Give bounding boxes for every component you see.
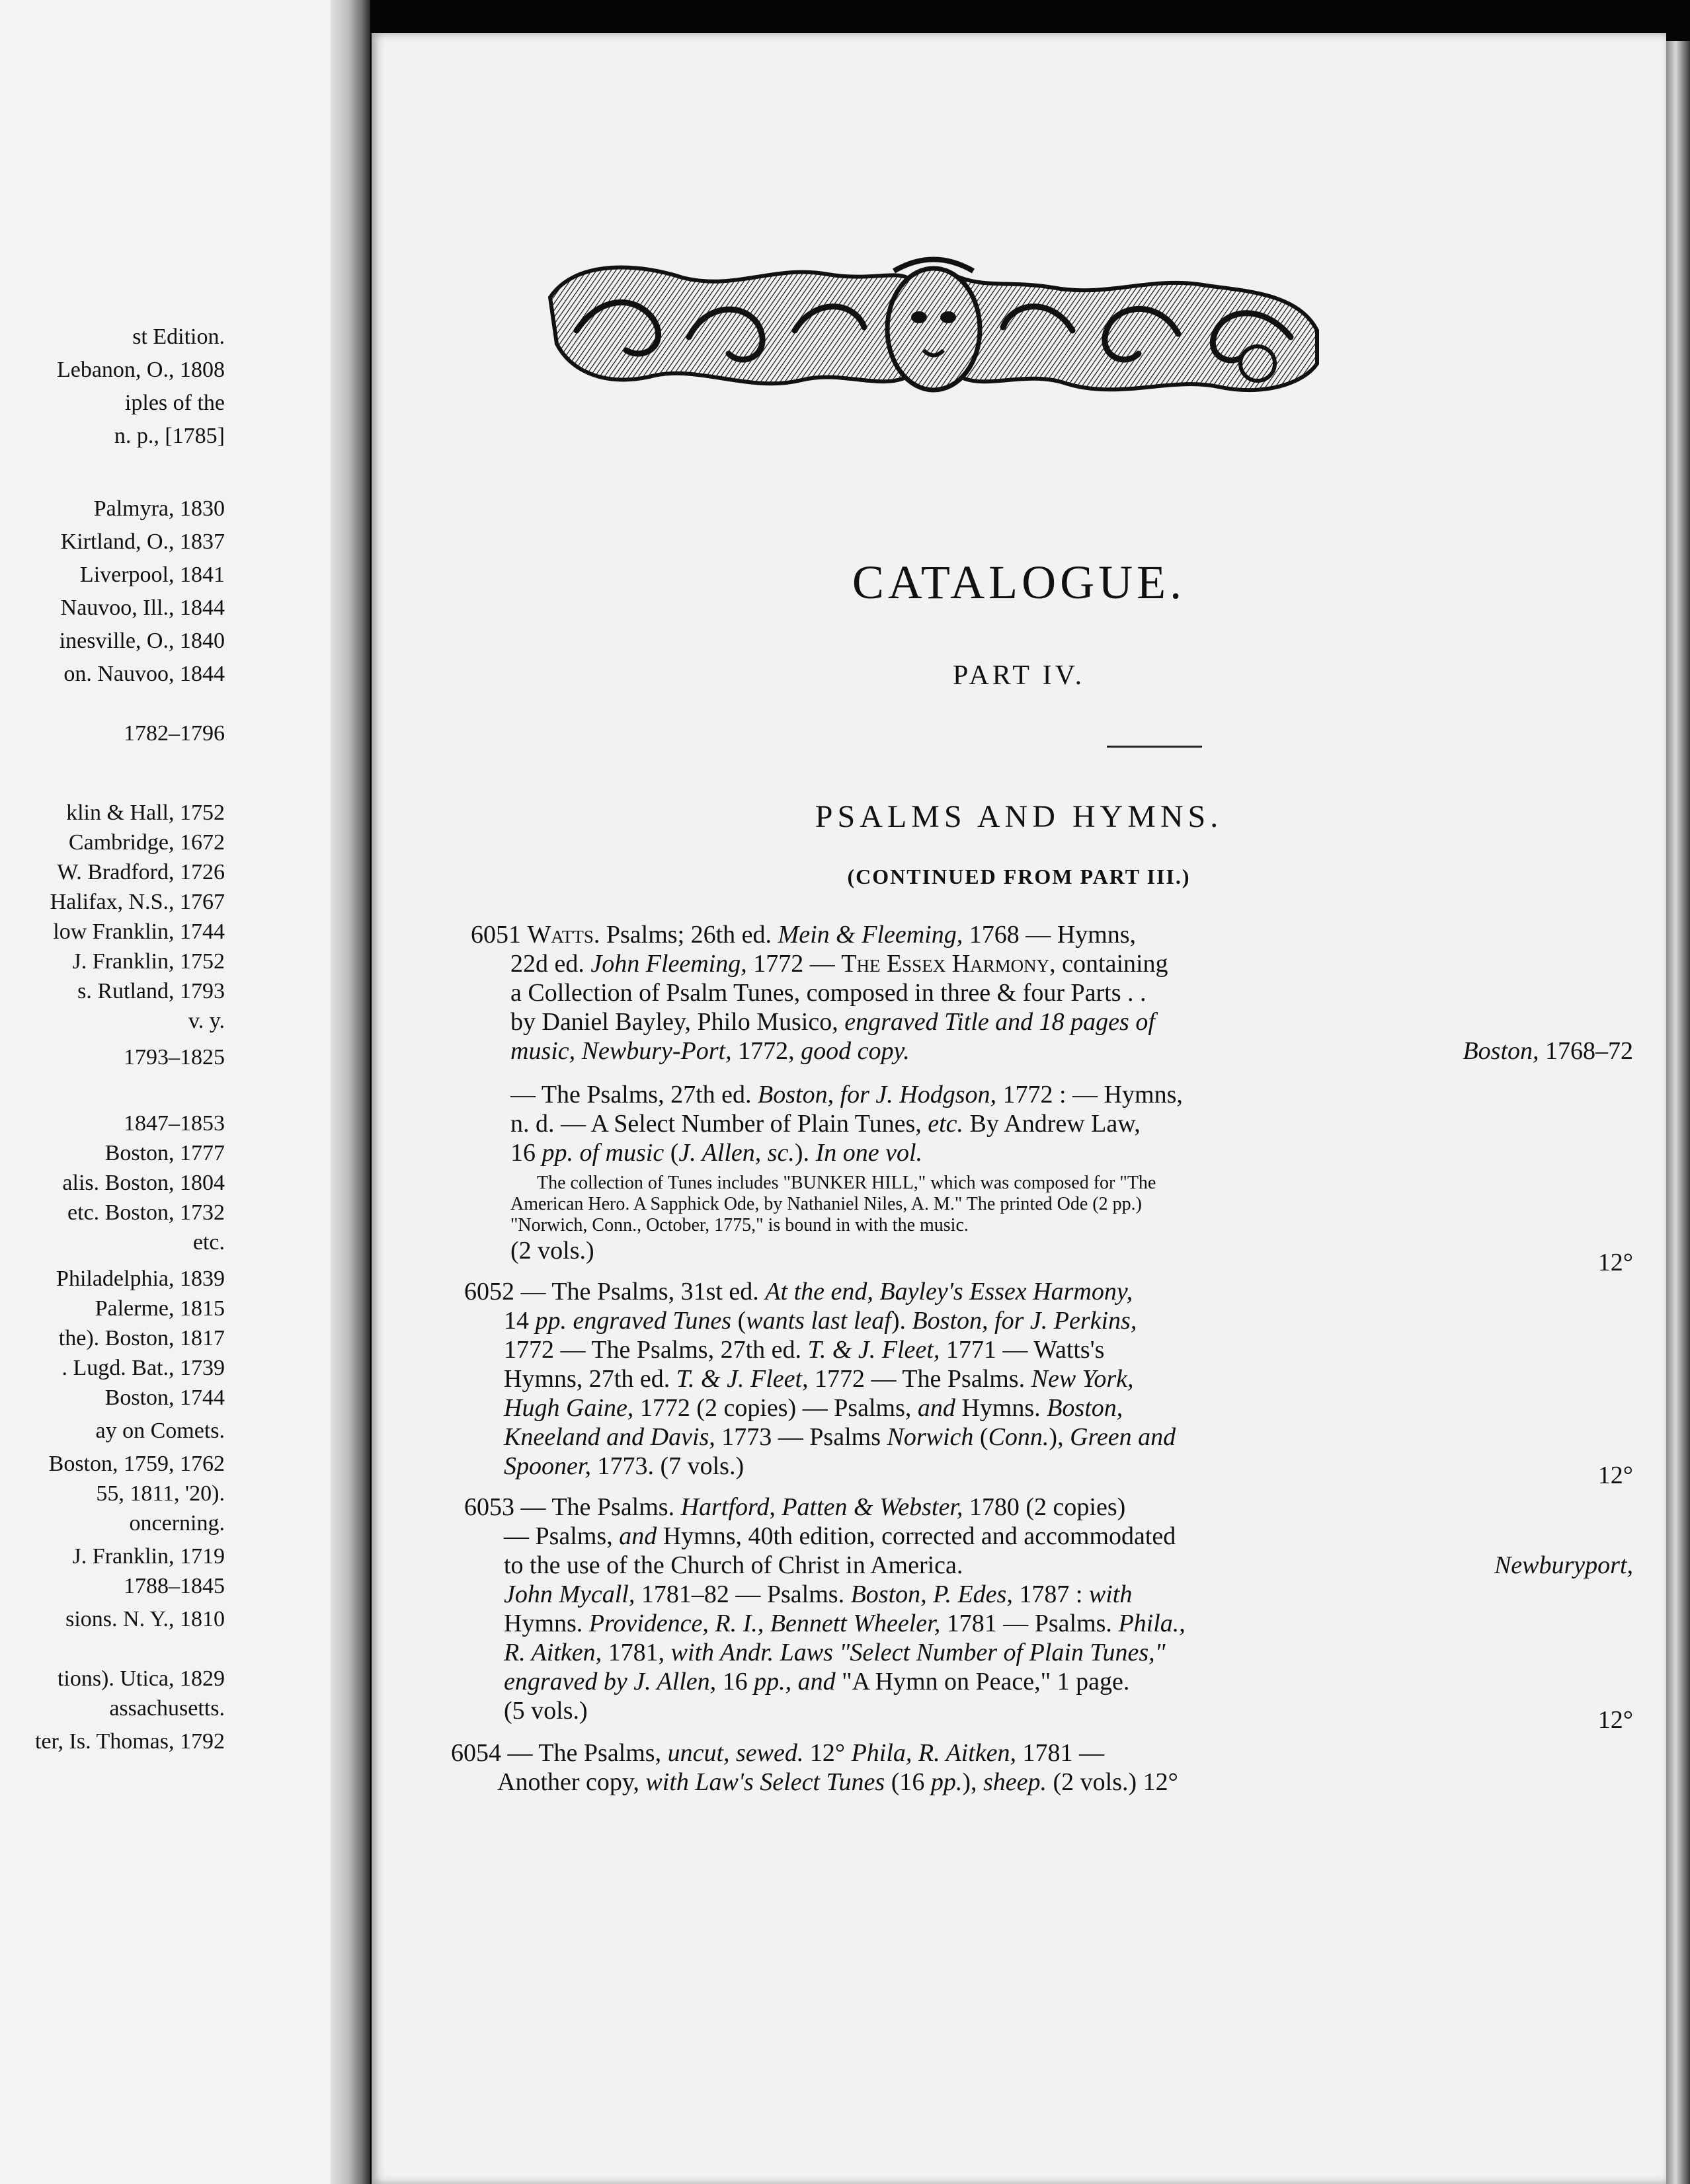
left-page-line: s. Rutland, 1793 [77, 979, 225, 1003]
left-page-line: oncerning. [129, 1511, 225, 1536]
entry-6051-line-6: — The Psalms, 27th ed. Boston, for J. Hodgson, 1772 : — Hymns, [510, 1081, 1183, 1109]
entry-6053-line-3: to the use of the Church of Christ in America. [504, 1551, 963, 1579]
left-page-line: 1793–1825 [124, 1045, 225, 1070]
entry-6053-volumes: (5 vols.) [504, 1697, 588, 1725]
left-page-line: assachusetts. [109, 1696, 225, 1721]
entry-6051-line-7: n. d. — A Select Number of Plain Tunes, etc. By Andrew Law, [510, 1110, 1141, 1138]
entry-6051-line-8: 16 pp. of music (J. Allen, sc.). In one vol. [510, 1139, 923, 1167]
entry-6051-line-1: 6051 Watts. Psalms; 26th ed. Mein & Fleeming, 1768 — Hymns, [471, 921, 1136, 949]
left-page-line: . Lugd. Bat., 1739 [61, 1356, 225, 1380]
left-page-line: inesville, O., 1840 [59, 629, 225, 653]
entry-6052-line-6: Kneeland and Davis, 1773 — Psalms Norwich (Conn.), Green and [504, 1423, 1176, 1451]
left-page-line: low Franklin, 1744 [53, 919, 225, 944]
entry-6052-line-3: 1772 — The Psalms, 27th ed. T. & J. Fleet, 1771 — Watts's [504, 1336, 1105, 1364]
page-edge [1666, 41, 1690, 2184]
left-page-line: on. Nauvoo, 1844 [63, 662, 225, 686]
entry-6053-line-4: John Mycall, 1781–82 — Psalms. Boston, P. Edes, 1787 : with [504, 1580, 1133, 1608]
entry-6051-line-5: music, Newbury-Port, 1772, good copy. [510, 1037, 910, 1065]
part-heading: PART IV. [952, 660, 1086, 691]
entry-6051-volumes: (2 vols.) [510, 1237, 594, 1265]
entry-6052-line-5: Hugh Gaine, 1772 (2 copies) — Psalms, and Hymns. Boston, [504, 1394, 1123, 1422]
left-page-line: 1788–1845 [124, 1574, 225, 1598]
left-page-line: Kirtland, O., 1837 [60, 529, 225, 554]
entry-6053-line-6: R. Aitken, 1781, with Andr. Laws "Select Number of Plain Tunes," [504, 1639, 1166, 1666]
left-page-line: Cambridge, 1672 [68, 830, 225, 855]
entry-6051-note-3: "Norwich, Conn., October, 1775," is bound in with the music. [510, 1215, 969, 1235]
left-page-line: v. y. [188, 1009, 225, 1033]
left-page-line: 1847–1853 [124, 1111, 225, 1136]
entry-6051-line-3: a Collection of Psalm Tunes, composed in three & four Parts . . [510, 979, 1147, 1007]
left-page-line: ter, Is. Thomas, 1792 [35, 1729, 225, 1754]
left-page-line: Nauvoo, Ill., 1844 [60, 596, 225, 620]
entry-6051-line-2: 22d ed. John Fleeming, 1772 — The Essex Harmony, containing [510, 950, 1168, 978]
entry-6052-size: 12° [1597, 1462, 1633, 1489]
left-page-line: Palmyra, 1830 [93, 496, 225, 521]
page-title: CATALOGUE. [852, 556, 1186, 609]
left-page-line: J. Franklin, 1719 [72, 1544, 225, 1569]
entry-6051-size: 12° [1597, 1249, 1633, 1276]
entry-6053-line-1: 6053 — The Psalms. Hartford, Patten & Webster, 1780 (2 copies) [464, 1493, 1126, 1521]
left-page-line: 55, 1811, '20). [96, 1481, 225, 1506]
left-page-line: tions). Utica, 1829 [57, 1666, 225, 1691]
left-page-line: Halifax, N.S., 1767 [50, 890, 225, 914]
left-page-line: etc. Boston, 1732 [67, 1200, 225, 1225]
left-page-line: Boston, 1744 [104, 1385, 225, 1410]
left-page-line: Boston, 1759, 1762 [48, 1452, 225, 1476]
left-page-line: sions. N. Y., 1810 [65, 1607, 225, 1631]
entry-6053-size: 12° [1597, 1706, 1633, 1734]
book-gutter [331, 0, 370, 2184]
left-page-line: J. Franklin, 1752 [72, 949, 225, 974]
entry-6052-line-1: 6052 — The Psalms, 31st ed. At the end, Bayley's Essex Harmony, [464, 1278, 1133, 1306]
entry-6052-line-4: Hymns, 27th ed. T. & J. Fleet, 1772 — The Psalms. New York, [504, 1365, 1134, 1393]
left-page-line: n. p., [1785] [114, 424, 225, 448]
entry-6052-line-7: Spooner, 1773. (7 vols.) [504, 1452, 744, 1480]
continued-note: (CONTINUED FROM PART III.) [847, 865, 1191, 888]
left-page-line: Lebanon, O., 1808 [56, 358, 225, 382]
section-heading: PSALMS AND HYMNS. [815, 799, 1223, 834]
entry-6051-imprint: Boston, 1768–72 [1463, 1037, 1633, 1065]
left-page-line: iples of the [124, 391, 225, 415]
right-page [372, 33, 1666, 2184]
left-page-line: 1782–1796 [124, 721, 225, 746]
left-page-fragment [0, 0, 331, 2184]
left-page-line: the). Boston, 1817 [58, 1326, 225, 1350]
entry-6051-note-2: American Hero. A Sapphick Ode, by Nathaniel Niles, A. M." The printed Ode (2 pp.) [510, 1194, 1142, 1214]
entry-6053-line-2: — Psalms, and Hymns, 40th edition, corrected and accommodated [504, 1522, 1176, 1550]
left-page-line: ay on Comets. [95, 1419, 225, 1443]
left-page-line: Boston, 1777 [104, 1141, 225, 1165]
entry-6051-line-4: by Daniel Bayley, Philo Musico, engraved Title and 18 pages of [510, 1008, 1155, 1036]
entry-6051-note-1: The collection of Tunes includes "BUNKER HILL," which was composed for "The [537, 1173, 1156, 1193]
left-page-line: alis. Boston, 1804 [62, 1171, 225, 1195]
entry-6053-line-3-imprint: Newburyport, [1494, 1551, 1633, 1579]
entry-6054-line-1: 6054 — The Psalms, uncut, sewed. 12° Phila, R. Aitken, 1781 — [451, 1739, 1105, 1767]
entry-6053-line-7: engraved by J. Allen, 16 pp., and "A Hymn on Peace," 1 page. [504, 1668, 1130, 1696]
left-page-line: klin & Hall, 1752 [66, 800, 225, 825]
left-page-line: Philadelphia, 1839 [56, 1267, 225, 1291]
entry-6052-line-2: 14 pp. engraved Tunes (wants last leaf). Boston, for J. Perkins, [504, 1307, 1137, 1335]
left-page-line: Palerme, 1815 [95, 1296, 225, 1321]
left-page-line: st Edition. [132, 325, 225, 349]
catalogue-entries [372, 33, 1666, 2184]
entry-6054-line-2: Another copy, with Law's Select Tunes (16 pp.), sheep. (2 vols.) 12° [497, 1768, 1178, 1796]
left-page-line: W. Bradford, 1726 [57, 860, 225, 884]
left-page-line: etc. [192, 1230, 225, 1255]
entry-6053-line-5: Hymns. Providence, R. I., Bennett Wheeler, 1781 — Psalms. Phila., [504, 1610, 1186, 1637]
left-page-line: Liverpool, 1841 [79, 563, 225, 587]
